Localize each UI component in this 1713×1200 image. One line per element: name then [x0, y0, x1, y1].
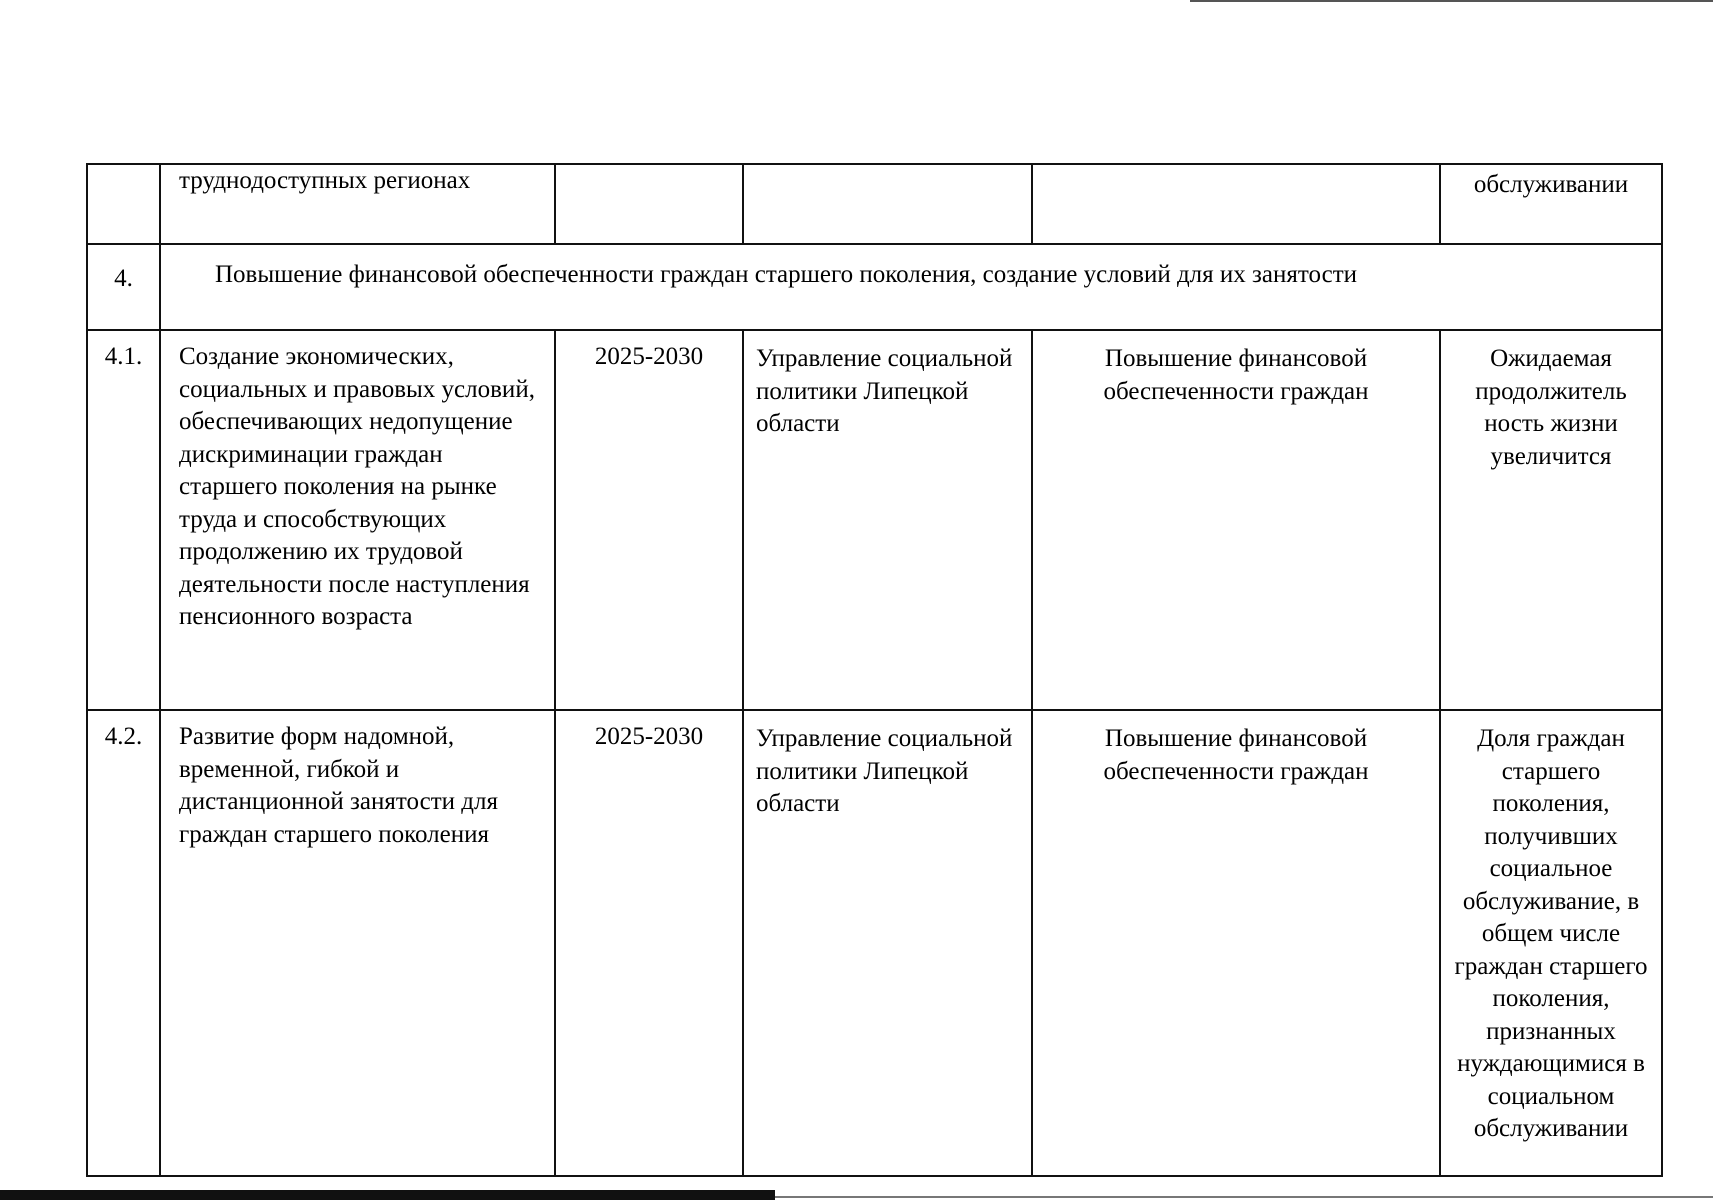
cell-number: 4.2. — [87, 710, 160, 1176]
table-row — [87, 330, 1662, 710]
cell-executor: Управление социальной политики Липецкой области — [743, 710, 1032, 1176]
cell-task: Развитие форм надомной, временной, гибкой и дистанционной занятости для граждан старшего поколения — [160, 710, 555, 1176]
cell-term — [555, 164, 743, 244]
cell-term: 2025-2030 — [555, 330, 743, 710]
cell-task: труднодоступных регионах — [160, 164, 555, 244]
cell-indicator: Ожидаемая продолжитель ность жизни увеличится — [1440, 330, 1662, 710]
cell-result: Повышение финансовой обеспеченности граждан — [1032, 330, 1440, 710]
scan-edge-bottom-line — [775, 1196, 1713, 1198]
cell-term: 2025-2030 — [555, 710, 743, 1176]
cell-executor: Управление социальной политики Липецкой области — [743, 330, 1032, 710]
scan-edge-bottom-bar — [0, 1190, 775, 1200]
cell-executor — [743, 164, 1032, 244]
scan-edge-top — [1190, 0, 1713, 2]
cell-task: Создание экономических, социальных и правовых условий, обеспечивающих недопущение дискриминации граждан старшего поколения на рынке труда и способствующих продолжению их трудовой деятельности после наступления пенсионного возраста — [160, 330, 555, 710]
section-title: Повышение финансовой обеспеченности граждан старшего поколения, создание условий для их занятости — [160, 244, 1662, 330]
measures-table — [86, 163, 1663, 1177]
table-row-continuation — [87, 164, 1662, 244]
table-row-section — [87, 244, 1662, 330]
cell-number — [87, 164, 160, 244]
cell-result — [1032, 164, 1440, 244]
cell-result: Повышение финансовой обеспеченности граждан — [1032, 710, 1440, 1176]
table-row — [87, 710, 1662, 1176]
cell-indicator: обслуживании — [1440, 164, 1662, 244]
cell-number: 4.1. — [87, 330, 160, 710]
cell-indicator: Доля граждан старшего поколения, получивших социальное обслуживание, в общем числе граждан старшего поколения, признанных нуждающимися в социальном обслуживании — [1440, 710, 1662, 1176]
section-number: 4. — [87, 244, 160, 330]
